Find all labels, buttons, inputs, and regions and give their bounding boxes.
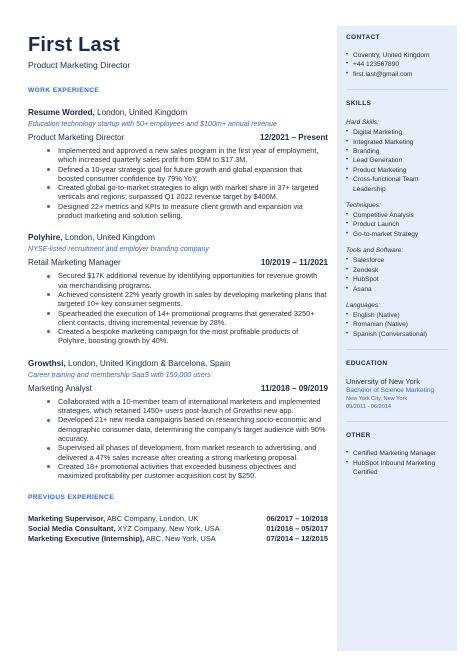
role-title: Product Marketing Director bbox=[28, 133, 125, 142]
previous-role bbox=[28, 524, 220, 534]
role-row bbox=[28, 133, 328, 143]
skill-item: • Salesforce bbox=[346, 256, 448, 265]
contact-phone: • +44 123567890 bbox=[346, 60, 448, 69]
bullet-item: Implemented and approved a new sales program in the first year of employment, which increased quarterly sales profit from $5M to $17.3M. bbox=[28, 146, 328, 165]
skill-item: • Asana bbox=[346, 285, 448, 294]
contact-list bbox=[346, 51, 448, 79]
previous-role-dates: 06/2017 – 10/2018 bbox=[266, 514, 328, 524]
skills-category-label: Tools and Software: bbox=[346, 247, 404, 255]
skills-list bbox=[346, 256, 448, 294]
previous-role-title: Marketing Executive (Internship), bbox=[28, 534, 145, 544]
job-company bbox=[28, 108, 328, 118]
previous-role-detail: ABC Company, London, UK bbox=[105, 514, 199, 524]
previous-role-row bbox=[28, 524, 328, 534]
skill-item: • Branding bbox=[346, 147, 448, 156]
skill-item: • Go-to-market Strategy bbox=[346, 230, 448, 239]
skill-item: • Product Marketing bbox=[346, 166, 448, 175]
divider bbox=[346, 89, 448, 90]
other-item: • Certified Marketing Manager bbox=[346, 449, 448, 458]
job-bullets bbox=[28, 271, 328, 345]
job-entry bbox=[28, 108, 328, 220]
job-bullets bbox=[28, 397, 328, 481]
role-dates: 12/2021 – Present bbox=[260, 133, 328, 142]
job-bullets bbox=[28, 146, 328, 220]
company-name: Resume Worded, bbox=[28, 108, 95, 117]
previous-role-dates: 07/2014 – 12/2015 bbox=[266, 534, 328, 544]
skills-list bbox=[346, 128, 448, 194]
skill-item: • Cross-functional Team Leadership bbox=[346, 175, 448, 194]
skill-item: • HubSpot bbox=[346, 275, 448, 284]
previous-experience-list bbox=[28, 514, 328, 544]
bullet-item: Spearheaded the execution of 14+ promotional programs that generated 3250+ client contacts, driving incremental revenue by 28%. bbox=[28, 309, 328, 328]
role-row bbox=[28, 258, 328, 268]
job-entry bbox=[28, 233, 328, 345]
skill-item: • Product Launch bbox=[346, 220, 448, 229]
main-column bbox=[28, 34, 328, 544]
skills-list bbox=[346, 211, 448, 239]
bullet-item: Designed 22+ metrics and KPIs to measure client growth and expansion via product marketing and solution selling. bbox=[28, 202, 328, 221]
bullet-item: Created 18+ promotional activities that exceeded business objectives and maximized profitability per customer acquisition cost by $250. bbox=[28, 462, 328, 481]
skill-item: • Lead Generation bbox=[346, 156, 448, 165]
role-dates: 11/2018 – 09/2019 bbox=[260, 383, 328, 393]
company-location: London, United Kingdom bbox=[94, 108, 188, 117]
divider bbox=[346, 421, 448, 422]
other-list bbox=[346, 449, 448, 477]
contact-location: • Coventry, United Kingdom bbox=[346, 51, 448, 60]
role-dates: 10/2019 – 11/2021 bbox=[260, 258, 328, 268]
sidebar bbox=[337, 26, 457, 651]
company-location: London, United Kingdom & Barcelona, Spain bbox=[65, 358, 231, 368]
bullet-item: Defined a 10-year strategic goal for future growth and global expansion that boosted consumer confidence by 79% YoY. bbox=[28, 165, 328, 184]
previous-role bbox=[28, 534, 216, 544]
skills-heading: SKILLS bbox=[346, 100, 372, 108]
skill-item: • Digital Marketing bbox=[346, 128, 448, 137]
previous-role-title: Marketing Supervisor, bbox=[28, 514, 106, 524]
skill-item: • Romanian (Native) bbox=[346, 320, 448, 329]
candidate-title: Product Marketing Director bbox=[28, 60, 131, 70]
previous-role-title: Social Media Consultant, bbox=[28, 524, 116, 534]
previous-role-detail: XYZ Company, New York, USA bbox=[115, 524, 220, 534]
bullet-item: Achieved consistent 22% yearly growth in sales by developing marketing plans that targeted 10+ key consumer segments. bbox=[28, 290, 328, 309]
bullet-item: Created a bespoke marketing campaign for the most profitable products of Polyhire, boosting growth by 40%. bbox=[28, 327, 328, 346]
skill-item: • Integrated Marketing bbox=[346, 138, 448, 147]
work-experience-heading: WORK EXPERIENCE bbox=[28, 87, 100, 94]
bullet-item: Developed 21+ new media campaigns based on researching socio-economic and demographic consumer data, determining the company's target audience with 90% accuracy. bbox=[28, 415, 328, 443]
skills-category-label: Techniques: bbox=[346, 202, 381, 210]
previous-experience-heading: PREVIOUS EXPERIENCE bbox=[28, 494, 115, 502]
company-description: Education technology startup with 50+ employees and $100m+ annual revenue bbox=[28, 120, 277, 128]
candidate-name: First Last bbox=[28, 34, 121, 56]
bullet-item: Supervised all phases of development, from market research to advertising, and delivered a 47% sales increase after creating a strong marketing proposal. bbox=[28, 443, 328, 462]
skill-item: • Competitive Analysis bbox=[346, 211, 448, 220]
role-title: Retail Marketing Manager bbox=[28, 258, 121, 268]
education-degree: Bachelor of Science Marketing bbox=[346, 386, 435, 394]
skills-category-label: Languages: bbox=[346, 301, 380, 309]
previous-role-row bbox=[28, 514, 328, 524]
job-company bbox=[28, 233, 328, 243]
job-company bbox=[28, 359, 328, 369]
company-location: London, United Kingdom bbox=[62, 233, 155, 243]
role-row bbox=[28, 384, 328, 394]
previous-role bbox=[28, 514, 198, 524]
bullet-item: Collaborated with a 10-member team of international marketers and implemented strategies, which retained 1450+ users post-launch of Growthsi new app. bbox=[28, 397, 328, 416]
previous-role-row bbox=[28, 534, 328, 544]
job-entry bbox=[28, 359, 328, 481]
skills-category-label: Hard Skills: bbox=[346, 119, 379, 127]
education-location: New York City, New York bbox=[346, 396, 408, 403]
bullet-item: Created global go-to-market strategies to align with market share in 37+ targeted verticals and regions; surpassed Q1 2022 revenue target by $400M. bbox=[28, 183, 328, 202]
skill-item: • Zendesk bbox=[346, 266, 448, 275]
other-item: • HubSpot Inbound Marketing Certified bbox=[346, 459, 448, 478]
contact-email[interactable]: • first.last@gmail.com bbox=[346, 70, 448, 79]
education-heading: EDUCATION bbox=[346, 360, 388, 368]
skill-item: • Spanish (Conversational) bbox=[346, 330, 448, 339]
contact-heading: CONTACT bbox=[346, 34, 380, 41]
previous-role-detail: ABC, New York, USA bbox=[144, 534, 216, 544]
previous-role-dates: 01/2016 – 05/2017 bbox=[266, 524, 328, 534]
company-description: Career training and membership SaaS with 150,000 users bbox=[28, 370, 211, 379]
skills-list bbox=[346, 311, 448, 339]
education-school: University of New York bbox=[346, 377, 420, 387]
bullet-item: Secured $17K additional revenue by identifying opportunities for revenue growth via merchandising programs. bbox=[28, 271, 328, 290]
company-name: Polyhire, bbox=[28, 233, 63, 243]
skill-item: • English (Native) bbox=[346, 311, 448, 320]
company-description: NYSE-listed recruitment and employer branding company bbox=[28, 245, 209, 254]
education-dates: 09/2011 - 06/2014 bbox=[346, 404, 391, 411]
company-name: Growthsi, bbox=[28, 358, 66, 368]
role-title: Marketing Analyst bbox=[28, 383, 92, 393]
divider bbox=[346, 349, 448, 350]
other-heading: OTHER bbox=[346, 432, 371, 440]
